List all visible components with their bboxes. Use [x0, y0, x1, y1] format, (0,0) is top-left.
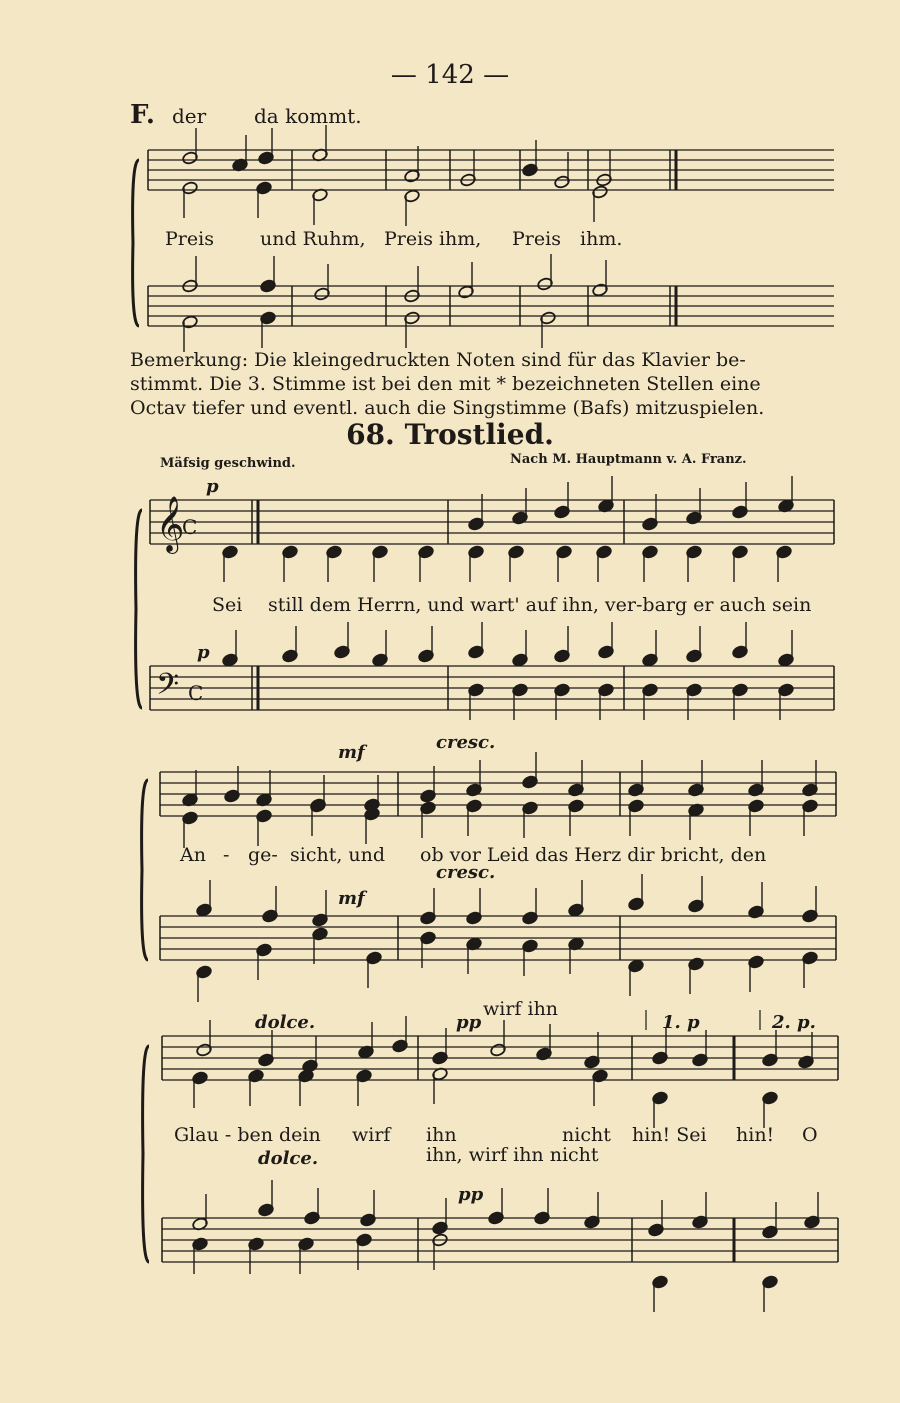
attribution: Nach M. Hauptmann v. A. Franz.: [510, 452, 747, 467]
dynamic-dolce-2: dolce.: [258, 1148, 319, 1169]
dynamic-cresc-1: cresc.: [436, 732, 496, 753]
section-letter: F.: [130, 100, 155, 130]
time-signature-upper: C: [182, 515, 198, 539]
second-ending: 2. p.: [772, 1012, 816, 1033]
lyric-1-3: Preis ihm,: [384, 228, 482, 250]
sys1-brace: [133, 160, 139, 326]
sys2-brace: [136, 510, 142, 708]
lyric-4-upper: wirf ihn: [483, 998, 559, 1020]
lyric-3-4: sicht, und: [290, 844, 386, 866]
cue-word-2: da kommt.: [254, 104, 362, 128]
lyric-4-2: wirf: [352, 1124, 391, 1146]
lyric-4-3: ihn: [426, 1124, 457, 1146]
bass-clef: 𝄢: [156, 668, 180, 709]
cue-word-1: der: [172, 104, 207, 128]
lyric-4-4: nicht: [562, 1124, 611, 1146]
lyric-4-1: Glau - ben dein: [174, 1124, 321, 1146]
treble-clef: 𝄞: [156, 496, 185, 552]
remark-line-1: Bemerkung: Die kleingedruckten Noten sind für das Klavier be-: [130, 349, 746, 371]
lyric-4-piano: ihn, wirf ihn nicht: [426, 1144, 599, 1166]
dynamic-pp-1: pp: [456, 1012, 482, 1033]
dynamic-p-1: p: [206, 476, 219, 497]
page-number: — 142 —: [390, 60, 510, 90]
dynamic-pp-2: pp: [458, 1184, 484, 1205]
time-signature-lower: C: [188, 681, 204, 705]
lyric-4-5: hin! Sei: [632, 1124, 707, 1146]
lyric-3-3: ge-: [248, 844, 278, 866]
lyric-3-2: -: [223, 844, 230, 866]
dynamic-mf-1: mf: [338, 742, 365, 763]
tempo-marking: Mäfsig geschwind.: [160, 456, 296, 471]
dynamic-cresc-2: cresc.: [436, 862, 496, 883]
lyric-2-1: Sei: [212, 594, 243, 616]
lyric-2-2: still dem Herrn, und wart' auf ihn, ver-barg er auch sein: [268, 594, 812, 616]
song-number: 68.: [346, 418, 395, 451]
song-title: Trostlied.: [404, 418, 554, 451]
lyric-4-7: O: [802, 1124, 818, 1146]
song-title-block: [0, 418, 900, 451]
lyric-3-1: An: [180, 844, 206, 866]
remark-line-2: stimmt. Die 3. Stimme ist bei den mit * bezeichneten Stellen eine: [130, 373, 761, 395]
lyric-1-1: Preis: [165, 228, 214, 250]
lyric-3-5: ob vor Leid das Herz dir bricht, den: [420, 844, 767, 866]
first-ending: 1. p: [662, 1012, 700, 1033]
sys4-brace: [143, 1046, 149, 1262]
dynamic-dolce-1: dolce.: [255, 1012, 316, 1033]
lyric-1-4: Preis: [512, 228, 561, 250]
dynamic-mf-2: mf: [338, 888, 365, 909]
lyric-4-6: hin!: [736, 1124, 775, 1146]
sys3-brace: [142, 780, 148, 960]
remark-line-3: Octav tiefer und eventl. auch die Singstimme (Bafs) mitzuspielen.: [130, 397, 765, 419]
lyric-1-5: ihm.: [580, 228, 623, 250]
lyric-1-2: und Ruhm,: [260, 228, 366, 250]
dynamic-p-2: p: [197, 642, 210, 663]
